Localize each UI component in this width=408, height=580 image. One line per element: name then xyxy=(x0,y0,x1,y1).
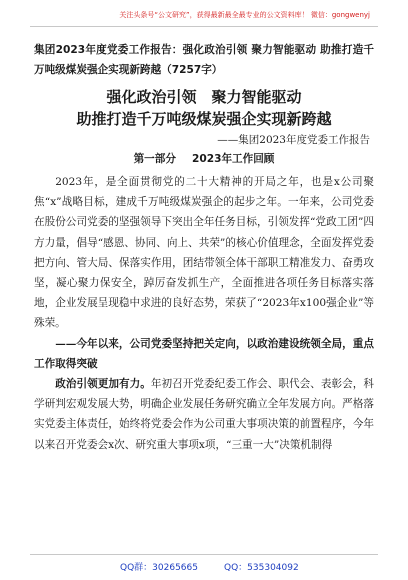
footer-rule xyxy=(30,554,378,555)
subtitle: ——集团2023年度党委工作报告 xyxy=(217,134,370,146)
paragraph-2: ——今年以来，公司党委坚持把关定向，以政治建设统领全局，重点工作取得突破 xyxy=(34,337,374,370)
paragraph-3 xyxy=(34,374,374,455)
title-line-2: 助推打造千万吨级煤炭强企实现新跨越 xyxy=(76,110,332,128)
title-line-1: 强化政治引领 聚力智能驱动 xyxy=(106,88,302,106)
paragraph-1: 2023年，是全面贯彻党的二十大精神的开局之年，也是x公司聚焦“x”战略目标，建成千万吨级煤炭强企的起步之年。一年来，公司党委在股份公司党委的坚强领导下突出全年任务目标，引领发挥“党政工团”四方力量，倡导“感恩、协同、向上、共荣”的核心价值理念，全面发挥党委把方向、管大局、保落实作用，团结带领全体干部职工精准发力、奋勇攻坚，凝心聚力保安全，踔厉奋发抓生产，全面推进各项任务目标落实落地，企业发展呈现稳中求进的良好态势，荣获了“2023年x100强企业”等殊荣。 xyxy=(34,176,374,330)
top-banner xyxy=(0,0,408,32)
part-label: 第一部分 xyxy=(133,153,176,165)
part-title: 2023年工作回顾 xyxy=(191,153,275,165)
document-body xyxy=(34,40,374,455)
paragraph-3-body: 年初召开党委纪委工作会、职代会、表彰会，科学研判宏观发展大势，明确企业发展任务研究确立全年发展方向。严格落实党委主体责任，始终将党委会作为公司重大事项决策的前置程序，今年以来召开党委会x次、研究重大事项x项，“三重一大”决策机制得 xyxy=(34,378,375,451)
part-heading xyxy=(34,150,374,168)
paragraph-3-lead: 政治引领更加有力。 xyxy=(55,378,151,391)
qq-group: QQ群：30265665 xyxy=(120,563,198,573)
qq-contact: QQ：535304092 xyxy=(224,563,299,573)
promo-text: 关注头条号“公文研究”，获得最新最全最专业的公文资料库！ 微信：gongwenyj xyxy=(119,11,370,19)
document-heading: 集团2023年度党委工作报告：强化政治引领 聚力智能驱动 助推打造千万吨级煤炭强企实现新跨越（7257字） xyxy=(34,44,374,76)
header-rule xyxy=(30,26,378,27)
footer-bar xyxy=(0,554,408,580)
